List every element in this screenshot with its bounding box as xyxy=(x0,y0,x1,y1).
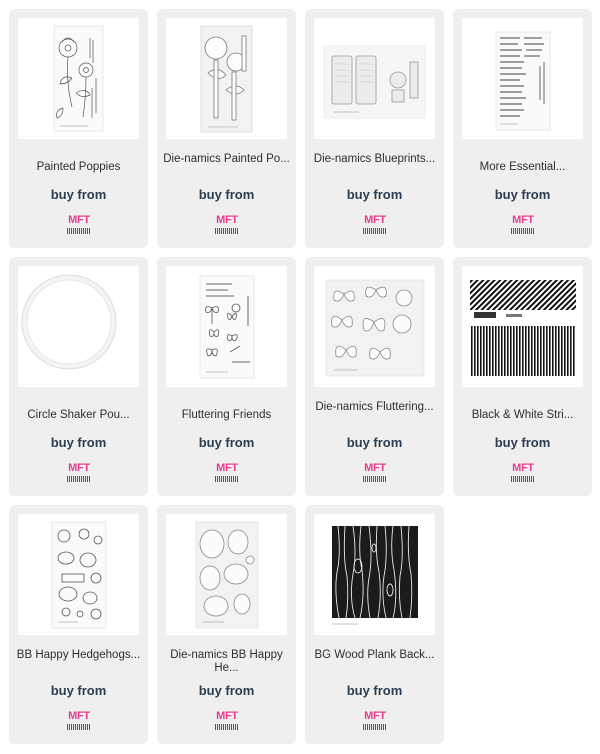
product-image[interactable] xyxy=(166,266,287,387)
mft-logo-icon[interactable] xyxy=(66,462,92,484)
product-image[interactable] xyxy=(18,266,139,387)
product-name[interactable]: More Essential... xyxy=(479,160,566,173)
product-image[interactable] xyxy=(314,514,435,635)
product-card[interactable] xyxy=(305,257,444,496)
logo-barcode xyxy=(363,724,387,730)
product-name[interactable]: Die-namics Fluttering... xyxy=(315,401,434,413)
product-image[interactable] xyxy=(462,266,583,387)
logo-barcode xyxy=(67,476,91,482)
logo-barcode xyxy=(511,228,535,234)
mft-logo-icon[interactable] xyxy=(510,214,536,236)
logo-barcode xyxy=(215,724,239,730)
buy-from-link[interactable]: buy from xyxy=(198,683,255,698)
logo-text: MFT xyxy=(512,214,534,226)
buy-from-link[interactable]: buy from xyxy=(346,435,403,450)
product-name[interactable]: Fluttering Friends xyxy=(181,408,272,421)
product-image[interactable] xyxy=(314,266,435,387)
buy-from-link[interactable]: buy from xyxy=(50,683,107,698)
product-name[interactable]: Die-namics Blueprints... xyxy=(313,153,436,165)
mft-logo-icon[interactable] xyxy=(362,462,388,484)
logo-text: MFT xyxy=(364,462,386,474)
product-card[interactable] xyxy=(453,9,592,248)
product-name[interactable]: Die-namics BB Happy He... xyxy=(170,649,283,674)
buy-from-link[interactable]: buy from xyxy=(494,435,551,450)
logo-text: MFT xyxy=(68,710,90,722)
buy-from-link[interactable]: buy from xyxy=(50,187,107,202)
logo-text: MFT xyxy=(364,214,386,226)
product-name[interactable]: Die-namics Painted Po... xyxy=(163,153,290,165)
product-image[interactable] xyxy=(166,18,287,139)
logo-text: MFT xyxy=(216,214,238,226)
logo-text: MFT xyxy=(512,462,534,474)
product-name[interactable]: Black & White Stri... xyxy=(471,408,574,421)
product-image[interactable] xyxy=(314,18,435,139)
product-image[interactable] xyxy=(18,514,139,635)
product-grid xyxy=(9,9,592,744)
product-card[interactable] xyxy=(305,9,444,248)
logo-text: MFT xyxy=(68,214,90,226)
product-card[interactable] xyxy=(305,505,444,744)
product-image[interactable] xyxy=(18,18,139,139)
product-name[interactable]: Circle Shaker Pou... xyxy=(27,408,130,421)
buy-from-link[interactable]: buy from xyxy=(198,187,255,202)
buy-from-link[interactable]: buy from xyxy=(346,187,403,202)
logo-barcode xyxy=(363,476,387,482)
logo-barcode xyxy=(363,228,387,234)
logo-text: MFT xyxy=(364,710,386,722)
product-image[interactable] xyxy=(462,18,583,139)
product-card[interactable] xyxy=(157,9,296,248)
logo-text: MFT xyxy=(216,710,238,722)
mft-logo-icon[interactable] xyxy=(510,462,536,484)
mft-logo-icon[interactable] xyxy=(66,710,92,732)
logo-text: MFT xyxy=(68,462,90,474)
product-card[interactable] xyxy=(9,9,148,248)
logo-text: MFT xyxy=(216,462,238,474)
buy-from-link[interactable]: buy from xyxy=(494,187,551,202)
product-image[interactable] xyxy=(166,514,287,635)
product-name[interactable]: BB Happy Hedgehogs... xyxy=(16,649,141,661)
logo-barcode xyxy=(67,228,91,234)
mft-logo-icon[interactable] xyxy=(214,214,240,236)
logo-barcode xyxy=(511,476,535,482)
product-card[interactable] xyxy=(453,257,592,496)
product-card[interactable] xyxy=(157,505,296,744)
logo-barcode xyxy=(215,476,239,482)
logo-barcode xyxy=(67,724,91,730)
mft-logo-icon[interactable] xyxy=(362,710,388,732)
product-card[interactable] xyxy=(157,257,296,496)
mft-logo-icon[interactable] xyxy=(214,710,240,732)
mft-logo-icon[interactable] xyxy=(362,214,388,236)
logo-barcode xyxy=(215,228,239,234)
buy-from-link[interactable]: buy from xyxy=(50,435,107,450)
mft-logo-icon[interactable] xyxy=(214,462,240,484)
product-name[interactable]: Painted Poppies xyxy=(36,160,121,173)
buy-from-link[interactable]: buy from xyxy=(198,435,255,450)
buy-from-link[interactable]: buy from xyxy=(346,683,403,698)
mft-logo-icon[interactable] xyxy=(66,214,92,236)
product-card[interactable] xyxy=(9,257,148,496)
product-name[interactable]: BG Wood Plank Back... xyxy=(314,649,435,661)
product-card[interactable] xyxy=(9,505,148,744)
